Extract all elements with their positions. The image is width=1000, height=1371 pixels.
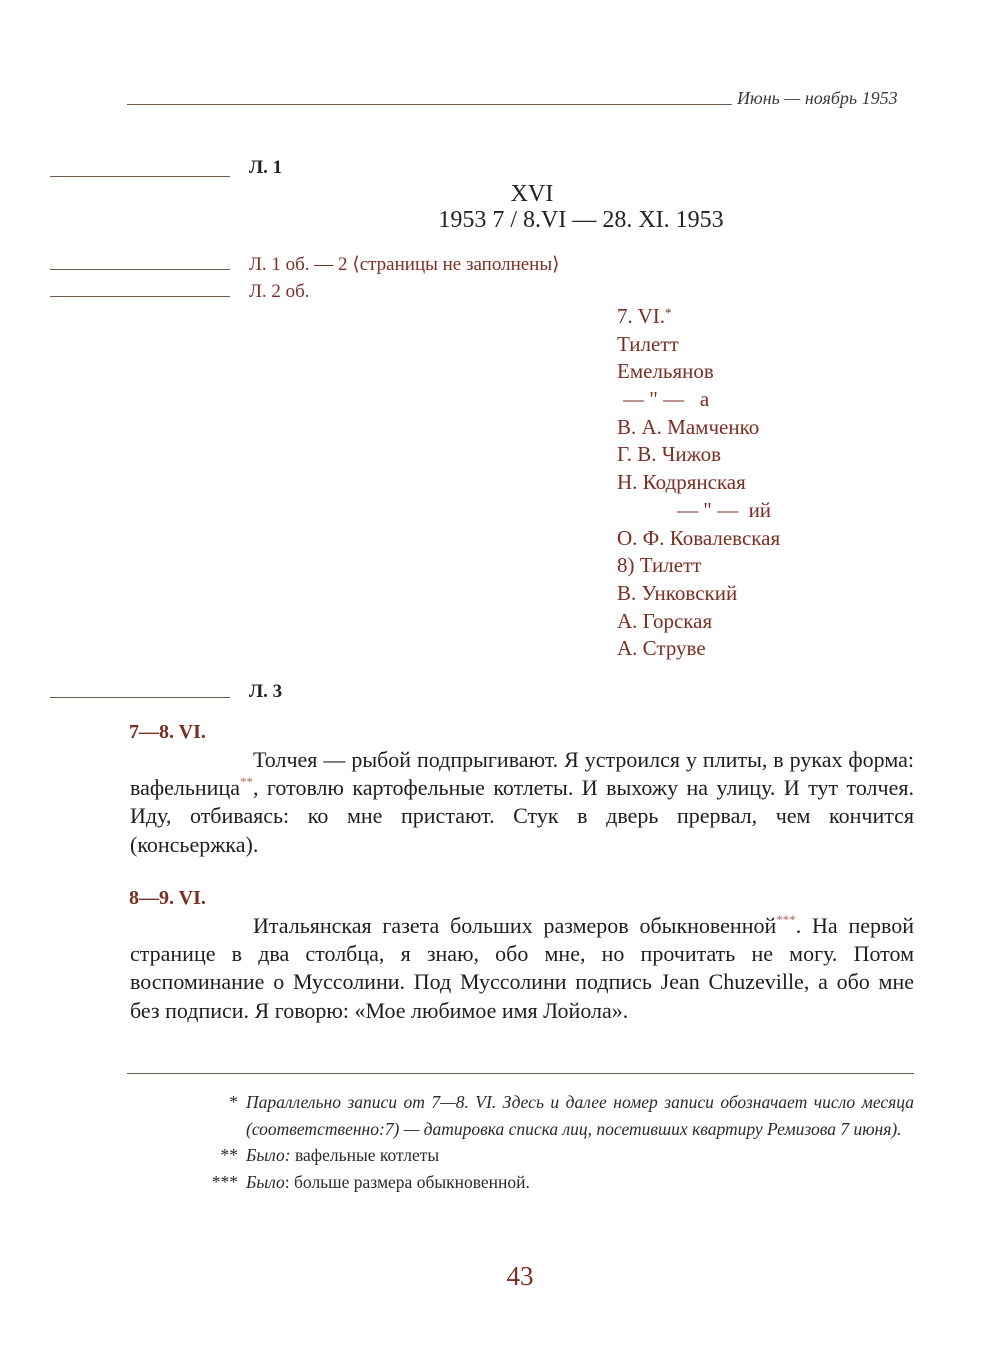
footnote-marker: **: [220, 1145, 238, 1165]
footnote-label: Было: [246, 1171, 285, 1192]
visitor-list: [617, 303, 780, 663]
visitor-name: В. Унковский: [617, 580, 738, 605]
visitor-name: Н. Кодрянская: [617, 470, 746, 495]
visitor-name: — " — ий: [677, 497, 772, 522]
footnote-marker: ***: [211, 1171, 238, 1192]
running-header: Июнь — ноябрь 1953: [737, 88, 898, 108]
entry-date: 7—8. VI.: [129, 721, 206, 743]
entry-date: 8—9. VI.: [129, 887, 206, 909]
footnote-text: вафельные котлеты: [290, 1145, 440, 1165]
section-dates: 1953 7 / 8.VI — 28. XI. 1953: [438, 207, 724, 233]
header-rule: [127, 104, 732, 105]
visitor-list-date: 7. VI.*: [617, 304, 672, 328]
footnote: [200, 1169, 914, 1196]
footnote-text: Параллельно записи от 7—8. VI. Здесь и далее номер записи обозначает число месяца (соответственно:7) — датировка списка лиц, посетивших квартиру Ремизова 7 июня).: [246, 1092, 914, 1139]
footnote-mark: **: [239, 774, 253, 790]
folio-rule: [50, 296, 230, 297]
entry-text: Итальянская газета больших размеров обыкновенной***. На первой странице в два столбца, я знаю, обо мне, но прочитать не могу. Потом воспоминание о Муссолини. Под Муссолини подпись Jean Chuzeville, а обо мне без подписи. Я говорю: «Мое любимое имя Лойола».: [130, 912, 914, 1023]
page-number: 43: [506, 1261, 534, 1291]
section-number: XVI: [510, 181, 554, 207]
visitor-name: А. Струве: [617, 636, 706, 661]
footnote-label: Было:: [246, 1145, 291, 1165]
folio-rule: [50, 176, 230, 177]
footnote-rule: [127, 1073, 914, 1074]
visitor-name: А. Горская: [617, 608, 713, 633]
folio-label-3: Л. 3: [249, 681, 283, 702]
visitor-name: — " — а: [623, 387, 710, 412]
folio-rule: [50, 697, 230, 698]
footnote-mark: *: [665, 305, 672, 320]
folio-label-1ob: Л. 1 об. — 2 ⟨страницы не заполнены⟩: [249, 254, 560, 275]
visitor-name: 8) Тилетт: [617, 553, 702, 578]
footnote-text: : больше размера обыкновенной.: [284, 1171, 530, 1192]
visitor-name: Тилетт: [617, 331, 679, 356]
footnote: [200, 1089, 914, 1142]
folio-label-1: Л. 1: [249, 157, 283, 178]
folio-label-2ob: Л. 2 об.: [249, 281, 310, 302]
visitor-name: О. Ф. Ковалевская: [617, 525, 781, 550]
visitor-name: Емельянов: [617, 359, 714, 384]
visitor-name: Г. В. Чижов: [617, 442, 722, 467]
entry-text: Толчея — рыбой подпрыгивают. Я устроился у плиты, в руках форма: вафельница**, готовлю картофельные котлеты. И выхожу на улицу. И тут толчея. Иду, отбиваясь: ко мне пристают. Стук в дверь прервал, чем кончится (консьержка).: [130, 747, 914, 857]
visitor-name: В. А. Мамченко: [617, 414, 760, 439]
footnote-mark: ***: [776, 912, 796, 927]
footnotes: [200, 1089, 914, 1195]
folio-rule: [50, 269, 230, 270]
footnote-marker: *: [229, 1092, 238, 1112]
footnote: [200, 1142, 914, 1169]
